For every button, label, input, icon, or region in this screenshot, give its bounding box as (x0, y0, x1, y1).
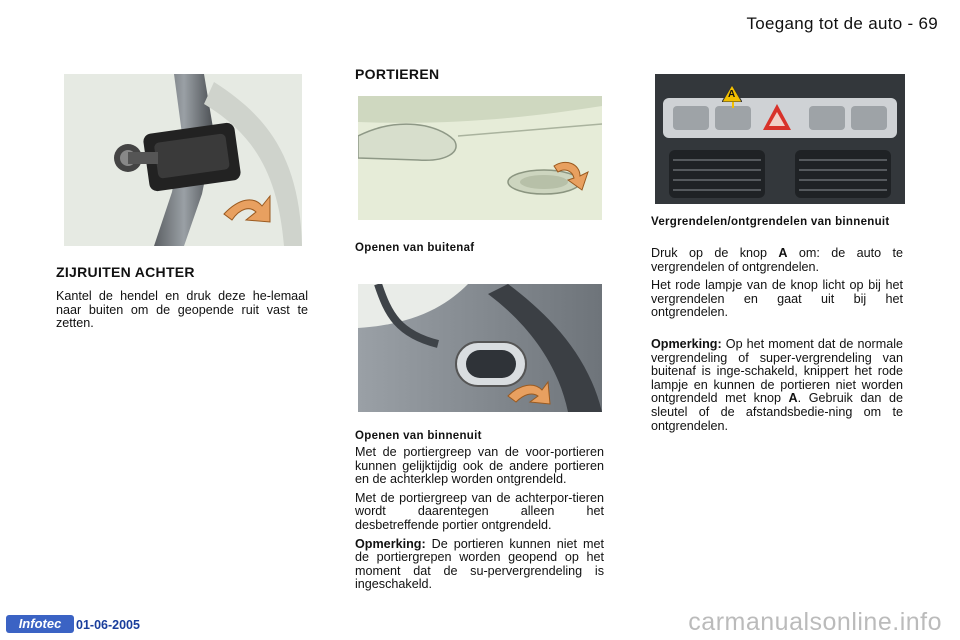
outside-handle-illustration (358, 96, 602, 220)
outside-door-handle-photo (358, 96, 602, 220)
note-label: Opmerking: (355, 536, 426, 551)
central-locking-button-photo (655, 74, 905, 204)
rear-handle-paragraph: Met de portiergreep van de achterpor-tieren wordt daarentegen alleen het desbetreffende portier ontgrendeld. (355, 490, 604, 532)
inside-handle-illustration (358, 284, 602, 412)
red-lamp-paragraph: Het rode lampje van de knop licht op bij het vergrendelen en gaat uit bij het ontgrendelen. (651, 278, 903, 320)
callout-label: A (728, 89, 736, 100)
front-handle-paragraph: Met de portiergreep van de voor-portieren kunnen gelijktijdig ook de andere portieren en de achterklep worden ontgrendeld. (355, 445, 604, 487)
watermark: carmanualsonline.info (688, 608, 942, 636)
note-label: Opmerking: (651, 336, 722, 351)
button-a-callout (722, 85, 742, 102)
rear-windows-text: Kantel de hendel en druk deze he-lemaal naar buiten om de geopende ruit vast te zetten. (56, 289, 308, 331)
key-a: A (788, 391, 798, 406)
dashboard-illustration (655, 74, 905, 204)
footer-date: 01-06-2005 (76, 618, 140, 632)
caption-open-outside: Openen van buitenaf (355, 242, 475, 254)
note-text: De portieren kunnen niet met de portiergrepen worden geopend op het moment dat de su-pervergrendeling is ingeschakeld. (355, 536, 604, 592)
doors-note-paragraph (355, 538, 604, 592)
doors-text (355, 446, 604, 597)
caption-open-inside: Openen van binnenuit (355, 430, 482, 442)
locking-note-paragraph: Opmerking: Op het moment dat de normale vergrendeling of super-vergrendeling van buitenaf is inge-schakeld, knippert het rode lampje en kunnen de portieren niet worden ontgrendeld met knop A. Gebruik dan de sleutel of de afstandsbedie-ning om te ontgrendelen. (651, 336, 903, 433)
rear-window-latch-photo (64, 74, 302, 246)
section-heading-doors: PORTIEREN (355, 66, 440, 82)
section-heading-central-locking: Vergrendelen/ontgrendelen van binnenuit (651, 216, 890, 228)
central-locking-text (651, 247, 903, 438)
infotec-logo: Infotec (6, 615, 74, 633)
key-a: A (778, 246, 788, 260)
page-title: Toegang tot de auto - 69 (746, 14, 938, 33)
section-heading-rear-windows: ZIJRUITEN ACHTER (56, 264, 195, 280)
press-button-paragraph: Druk op de knop A om: de auto te vergrendelen of ontgrendelen. (651, 246, 903, 274)
inside-door-handle-photo (358, 284, 602, 412)
rear-window-latch-illustration (64, 74, 302, 246)
